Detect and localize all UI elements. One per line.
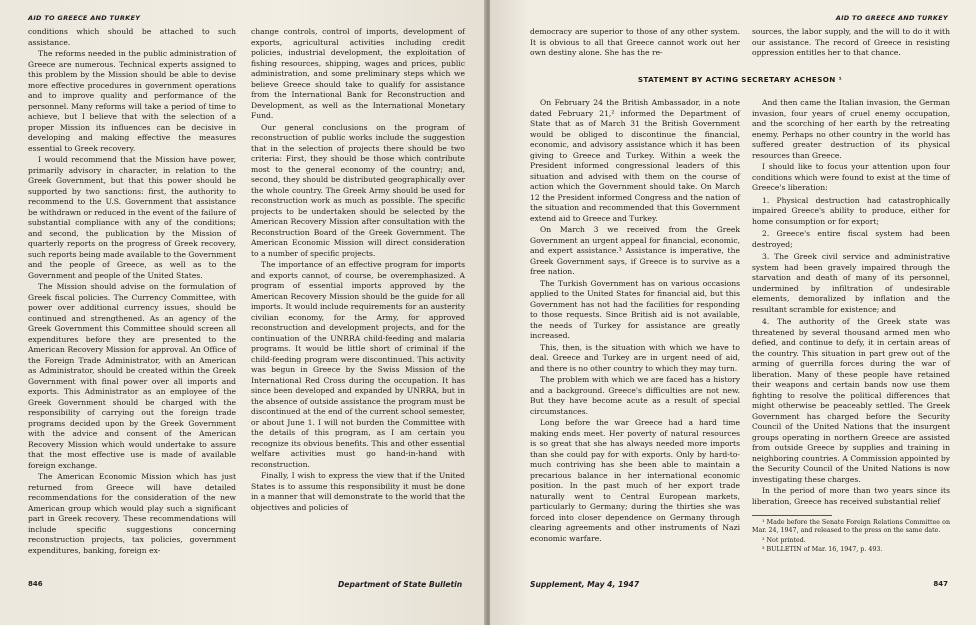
paragraph: 4. The authority of the Greek state was threatened by several thousand armed men who defied, and continue to defy, it in certain areas of the country. This situation in part grew out of the arming of guerrilla forces during the war of liberation. Many of these people have retained their weapons and certain bands now use them fighting to resolve the political differences that might otherwise be peaceably settled. The Greek Government has charged before the Security Council of the United Nations that the insurgent groups operating in northern Greece are assisted from outside Greece by supplies and training in neighboring countries. A Commission appointed by the Security Council of the United Nations is now investigating these charges. <box>752 317 950 484</box>
footnote: ³ BULLETIN of Mar. 16, 1947, p. 493. <box>762 546 883 554</box>
paragraph: change controls, control of imports, development of exports, agricultural activities including credit policies, industrial development, the exploitation of fishing resources, shipping, wages and prices, public administration, and some preliminary steps which we believe Greece should take to qualify for assistance from the International Bank for Reconstruction and Development, as well as the International Monetary Fund. <box>251 27 465 120</box>
footnote: ¹ Made before the Senate Foreign Relations Committee on Mar. 24, 1947, and released to the press on the same date. <box>752 519 950 535</box>
footnote-rule <box>752 515 832 516</box>
page-number-right: 847 <box>933 580 948 588</box>
right-column-1-body <box>530 98 740 545</box>
paragraph: This, then, is the situation with which we have to deal. Greece and Turkey are in urgent need of aid, and there is no other country to which they may turn. <box>530 342 740 373</box>
paragraph: Long before the war Greece had a hard time making ends meet. Her poverty of natural resources is so great that she has always needed more imports than she could pay for with exports. Only by hard-to-much contriving has she been able to maintain a precarious balance in her international economic position. In the past much of her export trade naturally went to Central European markets, particularly to Germany; during the thirties she was forced into closer dependence on Germany through clearing agreements and other instruments of Nazi economic warfare. <box>530 418 740 543</box>
paragraph: I would recommend that the Mission have power, primarily advisory in character, in relation to the Greek Government, but that this power should be supported by two sanctions: first, the authority to recommend to the U.S. Government that assistance be withdrawn or reduced in the event of the failure of substantial compliance with any of the conditions; and second, the publication by the Mission of quarterly reports on the progress of Greek recovery, such reports being made available to the Government and the people of Greece, as well as to the Government and people of the United States. <box>28 155 236 280</box>
paragraph: On March 3 we received from the Greek Government an urgent appeal for financial, economic, and expert assistance.³ Assistance is imperative, the Greek Government says, if Greece is to survive as a free nation. <box>530 225 740 276</box>
paragraph: The Mission should advise on the formulation of Greek fiscal policies. The Currency Committee, with power over additional currency issues, should be continued and strengthened. As an agency of the Greek Government this Committee should screen all expenditures before they are presented to the American Recovery Mission for approval. An Office of the Foreign Trade Administrator, with an American as Administrator, should be created within the Greek Government with final power over all imports and exports. This Administrator as an employee of the Greek Government should be charged with the responsibility of carrying out the foreign trade programs decided upon by the Greek Government with the advice and consent of the American Recovery Mission which would undertake to assure that the most effective use is made of available foreign exchange. <box>28 282 236 470</box>
paragraph: And then came the Italian invasion, the German invasion, four years of cruel enemy occupation, and the scorching of her earth by the retreating enemy. Perhaps no other country in the world has suffered greater destruction of its physical resources than Greece. <box>752 98 950 160</box>
footnote: ² Not printed. <box>762 536 806 544</box>
paragraph: The importance of an effective program for imports and exports cannot, of course, be overemphasized. A program of essential imports approved by the American Recovery Mission should be the guide for all imports. It would include requirements for an austerity civilian economy, for the Army, for approved reconstruction and development projects, and for the continuation of the UNRRA child-feeding and malaria programs. It would be little short of criminal if the child-feeding program were discontinued. This activity was begun in Greece by the Swiss Mission of the International Red Cross during the occupation. It has since been developed and expanded by UNRRA, but in the absence of outside assistance the program must be discontinued at the end of the current school semester, or about June 1. I will not burden the Committee with the details of this program, as I am certain you recognize its obvious benefits. This and other essential welfare activities must go hand-in-hand with reconstruction. <box>251 260 465 469</box>
paragraph: democracy are superior to those of any other system. It is obvious to all that Greece cannot work out her own destiny alone. She has the re- <box>530 27 740 57</box>
paragraph: On February 24 the British Ambassador, in a note dated February 21,² informed the Department of State that as of March 31 the British Government would be obliged to discontinue the financial, economic, and advisory assistance which it has been giving to Greece and Turkey. Within a week the President informed congressional leaders of this situation and advised with them on the course of action which the Government should take. On March 12 the President informed Congress and the nation of the situation and recommended that this Government extend aid to Greece and Turkey. <box>530 98 740 223</box>
right-column-2-paragraphs <box>752 98 950 507</box>
paragraph: I should like to focus your attention upon four conditions which were found to exist at the time of Greece's liberation: <box>752 162 950 192</box>
paragraph: The problem with which we are faced has a history and a background. Greece's difficulties are not new. But they have become acute as a result of special circumstances. <box>530 375 740 416</box>
right-column-2-top <box>752 27 950 60</box>
right-column-2-body <box>752 98 950 556</box>
right-column-1 <box>530 27 740 60</box>
page-number-left: 846 <box>28 580 43 588</box>
statement-heading: STATEMENT BY ACTING SECRETARY ACHESON ¹ <box>637 75 843 84</box>
statement-heading-wrap <box>530 73 950 86</box>
footer-title-left: Department of State Bulletin <box>338 580 463 589</box>
left-page <box>0 0 486 625</box>
left-column-2 <box>251 27 465 514</box>
footer-title-right: Supplement, May 4, 1947 <box>530 580 640 589</box>
paragraph: The American Economic Mission which has just returned from Greece will have detailed recommendations for the consideration of the new American group which would play such a significant part in Greek recovery. These recommendations will include specific suggestions concerning reconstruction projects, tax policies, government expenditures, banking, foreign ex- <box>28 472 236 555</box>
paragraph: 2. Greece's entire fiscal system had been destroyed; <box>752 229 950 249</box>
paragraph: sources, the labor supply, and the will to do it with our assistance. The record of Greece in resisting oppression entitles her to that chance. <box>752 27 950 57</box>
paragraph: 3. The Greek civil service and administrative system had been gravely impaired through the starvation and death of many of its personnel, undermined by infiltration of undesirable elements, demoralized by inflation and the resultant scramble for existence; and <box>752 252 950 314</box>
right-column-1-top <box>530 27 740 59</box>
paragraph: Finally, I wish to express the view that if the United States is to assume this responsibility it must be done in a manner that will demonstrate to the world that the objectives and policies of <box>251 471 465 512</box>
right-page <box>490 0 976 625</box>
footnotes <box>752 519 950 555</box>
running-head-left: AID TO GREECE AND TURKEY <box>28 14 141 22</box>
paragraph: The reforms needed in the public administration of Greece are numerous. Technical experts assigned to this problem by the Mission should be able to devise more effective procedures in government operations and to improve quality and performance of the personnel. Many reforms will take a period of time to achieve, but I believe that with the selection of a proper Mission its influences can be decisive in developing and making effective the measures essential to Greek recovery. <box>28 49 236 153</box>
paragraph: The Turkish Government has on various occasions applied to the United States for financial aid, but this Government has not had the facilities for responding to those requests. Since British aid is not available, the needs of Turkey for assistance are greatly increased. <box>530 278 740 340</box>
paragraph: In the period of more than two years since its liberation, Greece has received substantial relief <box>752 486 950 506</box>
running-head-right: AID TO GREECE AND TURKEY <box>835 14 948 22</box>
paragraph: Our general conclusions on the program of reconstruction of public works include the suggestion that in the selection of projects there should be two criteria: First, they should be those which contribute most to the general economy of the country; and, second, they should be distributed geographically over the whole country. The Greek Army should be used for reconstruction work as much as possible. The specific projects to be undertaken should be selected by the American Recovery Mission after consultation with the Reconstruction Board of the Greek Government. The American Economic Mission will direct consideration to a number of specific projects. <box>251 122 465 258</box>
left-column-1 <box>28 27 236 557</box>
paragraph: conditions which should be attached to such assistance. <box>28 27 236 47</box>
paragraph: 1. Physical destruction had catastrophically impaired Greece's ability to produce, either for home consumption or for export; <box>752 195 950 226</box>
